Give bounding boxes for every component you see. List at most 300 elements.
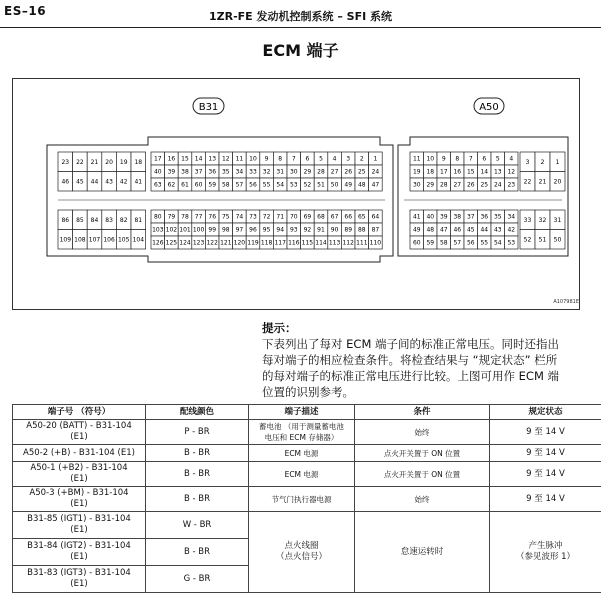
connector-a50-label [474,98,504,114]
cell-line: A50-20 (BATT) - B31-104 [26,421,132,431]
pin-number: 53 [507,239,516,247]
pin-number: 40 [153,168,162,176]
a50-pin [424,236,438,249]
pin-number: 23 [61,158,70,166]
a50-pin [410,178,424,191]
a50-pin [550,210,565,230]
pin-number: 63 [153,181,162,189]
pin-number: 88 [357,226,366,234]
b31-pin [205,236,219,249]
pin-number: 89 [344,226,353,234]
pin-number: 87 [371,226,380,234]
b31-pin [260,210,274,223]
pin-number: 20 [105,158,113,166]
cell-description [249,462,355,487]
page-code: ES–16 [4,4,47,18]
cell-terminal [13,420,146,445]
b31-pin [178,223,192,236]
b31-pin [116,152,131,172]
b31-pin [314,210,328,223]
pin-number: 81 [134,216,143,224]
pin-number: 2 [540,158,545,166]
pin-number: 50 [330,181,339,189]
a50-pin [451,210,465,223]
a50-pin [535,210,550,230]
b31-pin [192,236,206,249]
pin-number: 5 [495,155,500,163]
b31-pin [355,152,369,165]
pin-number: 2 [359,155,364,163]
b31-pin [192,178,206,191]
a50-pin [410,152,424,165]
pin-number: 55 [480,239,489,247]
pin-number: 25 [357,168,366,176]
pin-number: 98 [221,226,230,234]
b31-pin [260,236,274,249]
a50-pin [505,165,519,178]
pin-number: 20 [553,178,562,186]
pin-number: 15 [181,155,189,163]
pin-number: 47 [439,226,448,234]
table-row [13,462,601,487]
a50-pin [410,223,424,236]
b31-pin [301,223,315,236]
b31-pin [314,178,328,191]
b31-pin [301,152,315,165]
pin-number: 32 [262,168,271,176]
pin-number: 10 [249,155,257,163]
pin-number: 22 [76,158,84,166]
connector-pins [58,152,565,249]
pin-number: 35 [221,168,230,176]
pin-number: 34 [507,213,516,221]
a50-pin [424,178,438,191]
pin-number: 59 [426,239,435,247]
b31-pin [341,152,355,165]
b31-pin [178,210,192,223]
a50-pin [491,152,505,165]
a50-pin [478,223,492,236]
pin-number: 79 [167,213,176,221]
cell-line: 点火线圈 [284,541,319,551]
cell-line: B31-84 (IGT2) - B31-104 [27,541,131,551]
pin-number: 96 [249,226,257,234]
a50-pin [491,178,505,191]
a50-pin [437,178,451,191]
pin-number: 115 [301,239,314,247]
pin-number: 65 [357,213,366,221]
cell-spec [490,512,601,593]
pin-number: 125 [165,239,178,247]
pin-number: 103 [152,226,164,234]
cell-line: (E1) [70,432,88,442]
cell-line: (E1) [70,579,88,589]
pin-number: 38 [181,168,189,176]
b31-pin [301,236,315,249]
cell-line: B31-83 (IGT3) - B31-104 [27,568,131,578]
pin-number: 45 [466,226,475,234]
pin-number: 123 [192,239,205,247]
pin-number: 116 [288,239,300,247]
b31-pin [192,165,206,178]
cell-description [249,487,355,512]
pin-number: 41 [134,178,143,186]
pin-number: 13 [493,168,502,176]
pin-number: 42 [119,178,128,186]
b31-pin [58,172,73,192]
a50-pin [491,210,505,223]
pin-number: 48 [426,226,435,234]
pin-number: 5 [319,155,323,163]
b31-pin [219,152,233,165]
a50-pin [424,223,438,236]
b31-pin [369,152,383,165]
pin-number: 15 [466,168,475,176]
pin-number: 69 [303,213,312,221]
b31-pin [219,210,233,223]
pin-number: 68 [317,213,325,221]
b31-pin [314,223,328,236]
pin-number: 109 [59,236,72,244]
b31-pin [341,210,355,223]
pin-number: 120 [233,239,246,247]
pin-number: 24 [493,181,502,189]
pin-number: 33 [523,216,532,224]
connector-b31-label [193,98,224,114]
pin-number: 91 [317,226,325,234]
a50-pin [535,172,550,192]
cell-line: A50-2 (+B) - B31-104 (E1) [23,447,135,458]
pin-number: 7 [468,155,473,163]
b31-pin [355,223,369,236]
pin-number: 8 [455,155,460,163]
pin-number: 62 [167,181,176,189]
b31-pin [260,178,274,191]
pin-number: 7 [291,155,296,163]
b31-pin [87,230,102,250]
pin-number: 57 [235,181,244,189]
pin-number: 85 [76,216,84,224]
b31-pin [301,165,315,178]
cell-line: (E1) [70,552,88,562]
b31-pin [178,152,192,165]
pin-number: 31 [276,168,285,176]
b31-pin [369,236,383,249]
header-condition: 条件 [355,405,490,420]
cell-spec: 9 至 14 V [490,445,601,462]
a50-pin [451,165,465,178]
cell-spec: 9 至 14 V [490,420,601,445]
b31-pin [246,236,260,249]
pin-number: 48 [357,181,366,189]
pin-number: 27 [330,168,339,176]
b31-pin [273,236,287,249]
b31-pin [205,223,219,236]
b31-pin [273,178,287,191]
b31-pin [260,152,274,165]
pin-number: 97 [235,226,244,234]
pin-number: 36 [208,168,217,176]
a50-pin [550,152,565,172]
pin-number: 73 [249,213,257,221]
b31-pin [233,165,247,178]
b31-pin [219,223,233,236]
pin-number: 17 [153,155,162,163]
pin-number: 16 [167,155,176,163]
b31-pin [246,152,260,165]
b31-pin [205,178,219,191]
b31-pin [273,223,287,236]
connector-b31-label-text: B31 [198,102,219,113]
b31-pin [102,152,117,172]
connector-a50-label-text: A50 [479,102,499,113]
cell-wire: G - BR [146,566,249,593]
pin-number: 105 [117,236,130,244]
b31-pin [369,165,383,178]
pin-number: 100 [192,226,205,234]
b31-pin [116,230,131,250]
b31-pin [151,210,165,223]
pin-number: 113 [328,239,341,247]
section-title: 1ZR-FE 发动机控制系统 – SFI 系统 [208,10,393,23]
a50-pin [505,223,519,236]
cell-wire: B - BR [146,539,249,566]
a50-pin [424,210,438,223]
a50-pin [520,230,535,250]
a50-pin [451,152,465,165]
b31-pin [341,223,355,236]
pin-number: 32 [538,216,547,224]
table-row [13,420,601,445]
pin-number: 25 [480,181,489,189]
b31-pin [233,152,247,165]
b31-pin [273,210,287,223]
b31-pin [58,230,73,250]
pin-number: 6 [305,155,310,163]
pin-number: 29 [426,181,435,189]
cell-line: （点火信号） [275,552,327,562]
pin-number: 10 [426,155,435,163]
cell-terminal [13,539,146,566]
pin-number: 14 [480,168,489,176]
a50-pin [520,210,535,230]
a50-pin [478,165,492,178]
b31-pin [287,152,301,165]
pin-number: 50 [553,236,562,244]
header-wire-color: 配线颜色 [146,405,249,420]
cell-line: A50-3 (+BM) - B31-104 [29,488,129,498]
pin-number: 13 [208,155,217,163]
a50-pin [437,165,451,178]
pin-number: 44 [90,178,99,186]
b31-pin [116,172,131,192]
pin-number: 54 [276,181,285,189]
pin-number: 122 [206,239,218,247]
pin-number: 99 [208,226,217,234]
b31-pin [73,230,88,250]
a50-pin [464,223,478,236]
b31-pin [246,165,260,178]
pin-number: 51 [538,236,547,244]
pin-number: 36 [480,213,489,221]
b31-pin [151,178,165,191]
b31-pin [233,210,247,223]
cell-wire: P - BR [146,420,249,445]
pin-number: 74 [235,213,244,221]
notes-line: 每对端子的相应检查条件。将检查结果与 “规定状态” 栏所 [262,353,558,367]
pin-number: 84 [90,216,99,224]
a50-pin [478,178,492,191]
a50-pin [464,210,478,223]
pin-number: 117 [274,239,286,247]
cell-wire: B - BR [146,462,249,487]
pin-number: 124 [179,239,191,247]
b31-pin [87,172,102,192]
a50-pin [464,178,478,191]
pin-number: 70 [289,213,298,221]
pin-number: 49 [412,226,421,234]
pin-number: 86 [61,216,70,224]
b31-pin [355,236,369,249]
pin-number: 9 [441,155,446,163]
pin-number: 46 [453,226,462,234]
pin-number: 108 [74,236,86,244]
pin-number: 106 [103,236,115,244]
b31-pin [219,165,233,178]
pin-number: 104 [132,236,145,244]
pin-number: 71 [276,213,285,221]
b31-pin [314,165,328,178]
b31-pin [246,223,260,236]
pin-number: 14 [194,155,203,163]
b31-pin [369,223,383,236]
b31-pin [260,165,274,178]
pin-number: 19 [119,158,128,166]
b31-pin [131,172,146,192]
b31-pin [328,178,342,191]
b31-pin [287,223,301,236]
b31-pin [58,210,73,230]
a50-pin [451,236,465,249]
cell-wire: W - BR [146,512,249,539]
pin-number: 6 [482,155,487,163]
b31-pin [178,236,192,249]
cell-condition: 始终 [355,487,490,512]
b31-pin [341,236,355,249]
a50-pin [505,178,519,191]
pin-number: 17 [439,168,448,176]
table-row [13,445,601,462]
b31-pin [73,210,88,230]
header-description: 端子描述 [249,405,355,420]
pin-number: 43 [493,226,502,234]
b31-pin [314,152,328,165]
a50-pin [478,236,492,249]
pin-number: 43 [105,178,113,186]
pin-number: 4 [332,155,337,163]
b31-pin [58,152,73,172]
b31-pin [233,223,247,236]
pin-number: 52 [523,236,532,244]
pin-number: 21 [538,178,547,186]
ecm-terminal-table [12,404,601,593]
a50-pin [505,210,519,223]
pin-number: 1 [373,155,378,163]
pin-number: 46 [61,178,70,186]
b31-pin [287,236,301,249]
pin-number: 27 [453,181,462,189]
pin-number: 95 [262,226,271,234]
b31-pin [219,178,233,191]
pin-number: 101 [179,226,191,234]
b31-pin [165,152,179,165]
a50-pin [535,230,550,250]
notes-block [262,320,601,400]
table-row [13,487,601,512]
a50-pin [464,152,478,165]
pin-number: 51 [317,181,325,189]
pin-number: 60 [194,181,203,189]
pin-number: 24 [371,168,380,176]
pin-number: 28 [439,181,448,189]
b31-pin [102,230,117,250]
a50-pin [451,223,465,236]
pin-number: 56 [249,181,257,189]
pin-number: 26 [344,168,353,176]
a50-pin [478,210,492,223]
b31-pin [219,236,233,249]
table-header-row [13,405,601,420]
notes-line: 的每对端子的标准正常电压进行比较。上图可用作 ECM 端 [262,369,560,383]
b31-pin [260,223,274,236]
a50-pin [464,236,478,249]
b31-pin [355,165,369,178]
header-spec: 规定状态 [490,405,601,420]
b31-pin [192,223,206,236]
b31-pin [233,178,247,191]
cell-terminal [13,566,146,593]
pin-number: 114 [315,239,327,247]
b31-pin [73,152,88,172]
pin-number: 11 [412,155,421,163]
cell-condition: 怠速运转时 [355,512,490,593]
pin-number: 37 [466,213,475,221]
pin-number: 21 [90,158,99,166]
b31-pin [369,210,383,223]
b31-pin [355,210,369,223]
pin-number: 34 [235,168,244,176]
pin-number: 1 [555,158,560,166]
notes-line: 位置的识别参考。 [262,385,354,399]
pin-number: 110 [369,239,382,247]
b31-pin [131,210,146,230]
pin-number: 31 [553,216,562,224]
pin-number: 49 [344,181,353,189]
a50-pin [410,165,424,178]
b31-pin [328,152,342,165]
b31-pin [341,165,355,178]
pin-number: 55 [262,181,271,189]
b31-pin [192,210,206,223]
a50-pin [520,172,535,192]
a50-pin [491,236,505,249]
pin-number: 38 [453,213,462,221]
pin-number: 44 [480,226,489,234]
b31-pin [165,165,179,178]
b31-pin [314,236,328,249]
pin-number: 18 [426,168,435,176]
pin-number: 9 [264,155,269,163]
